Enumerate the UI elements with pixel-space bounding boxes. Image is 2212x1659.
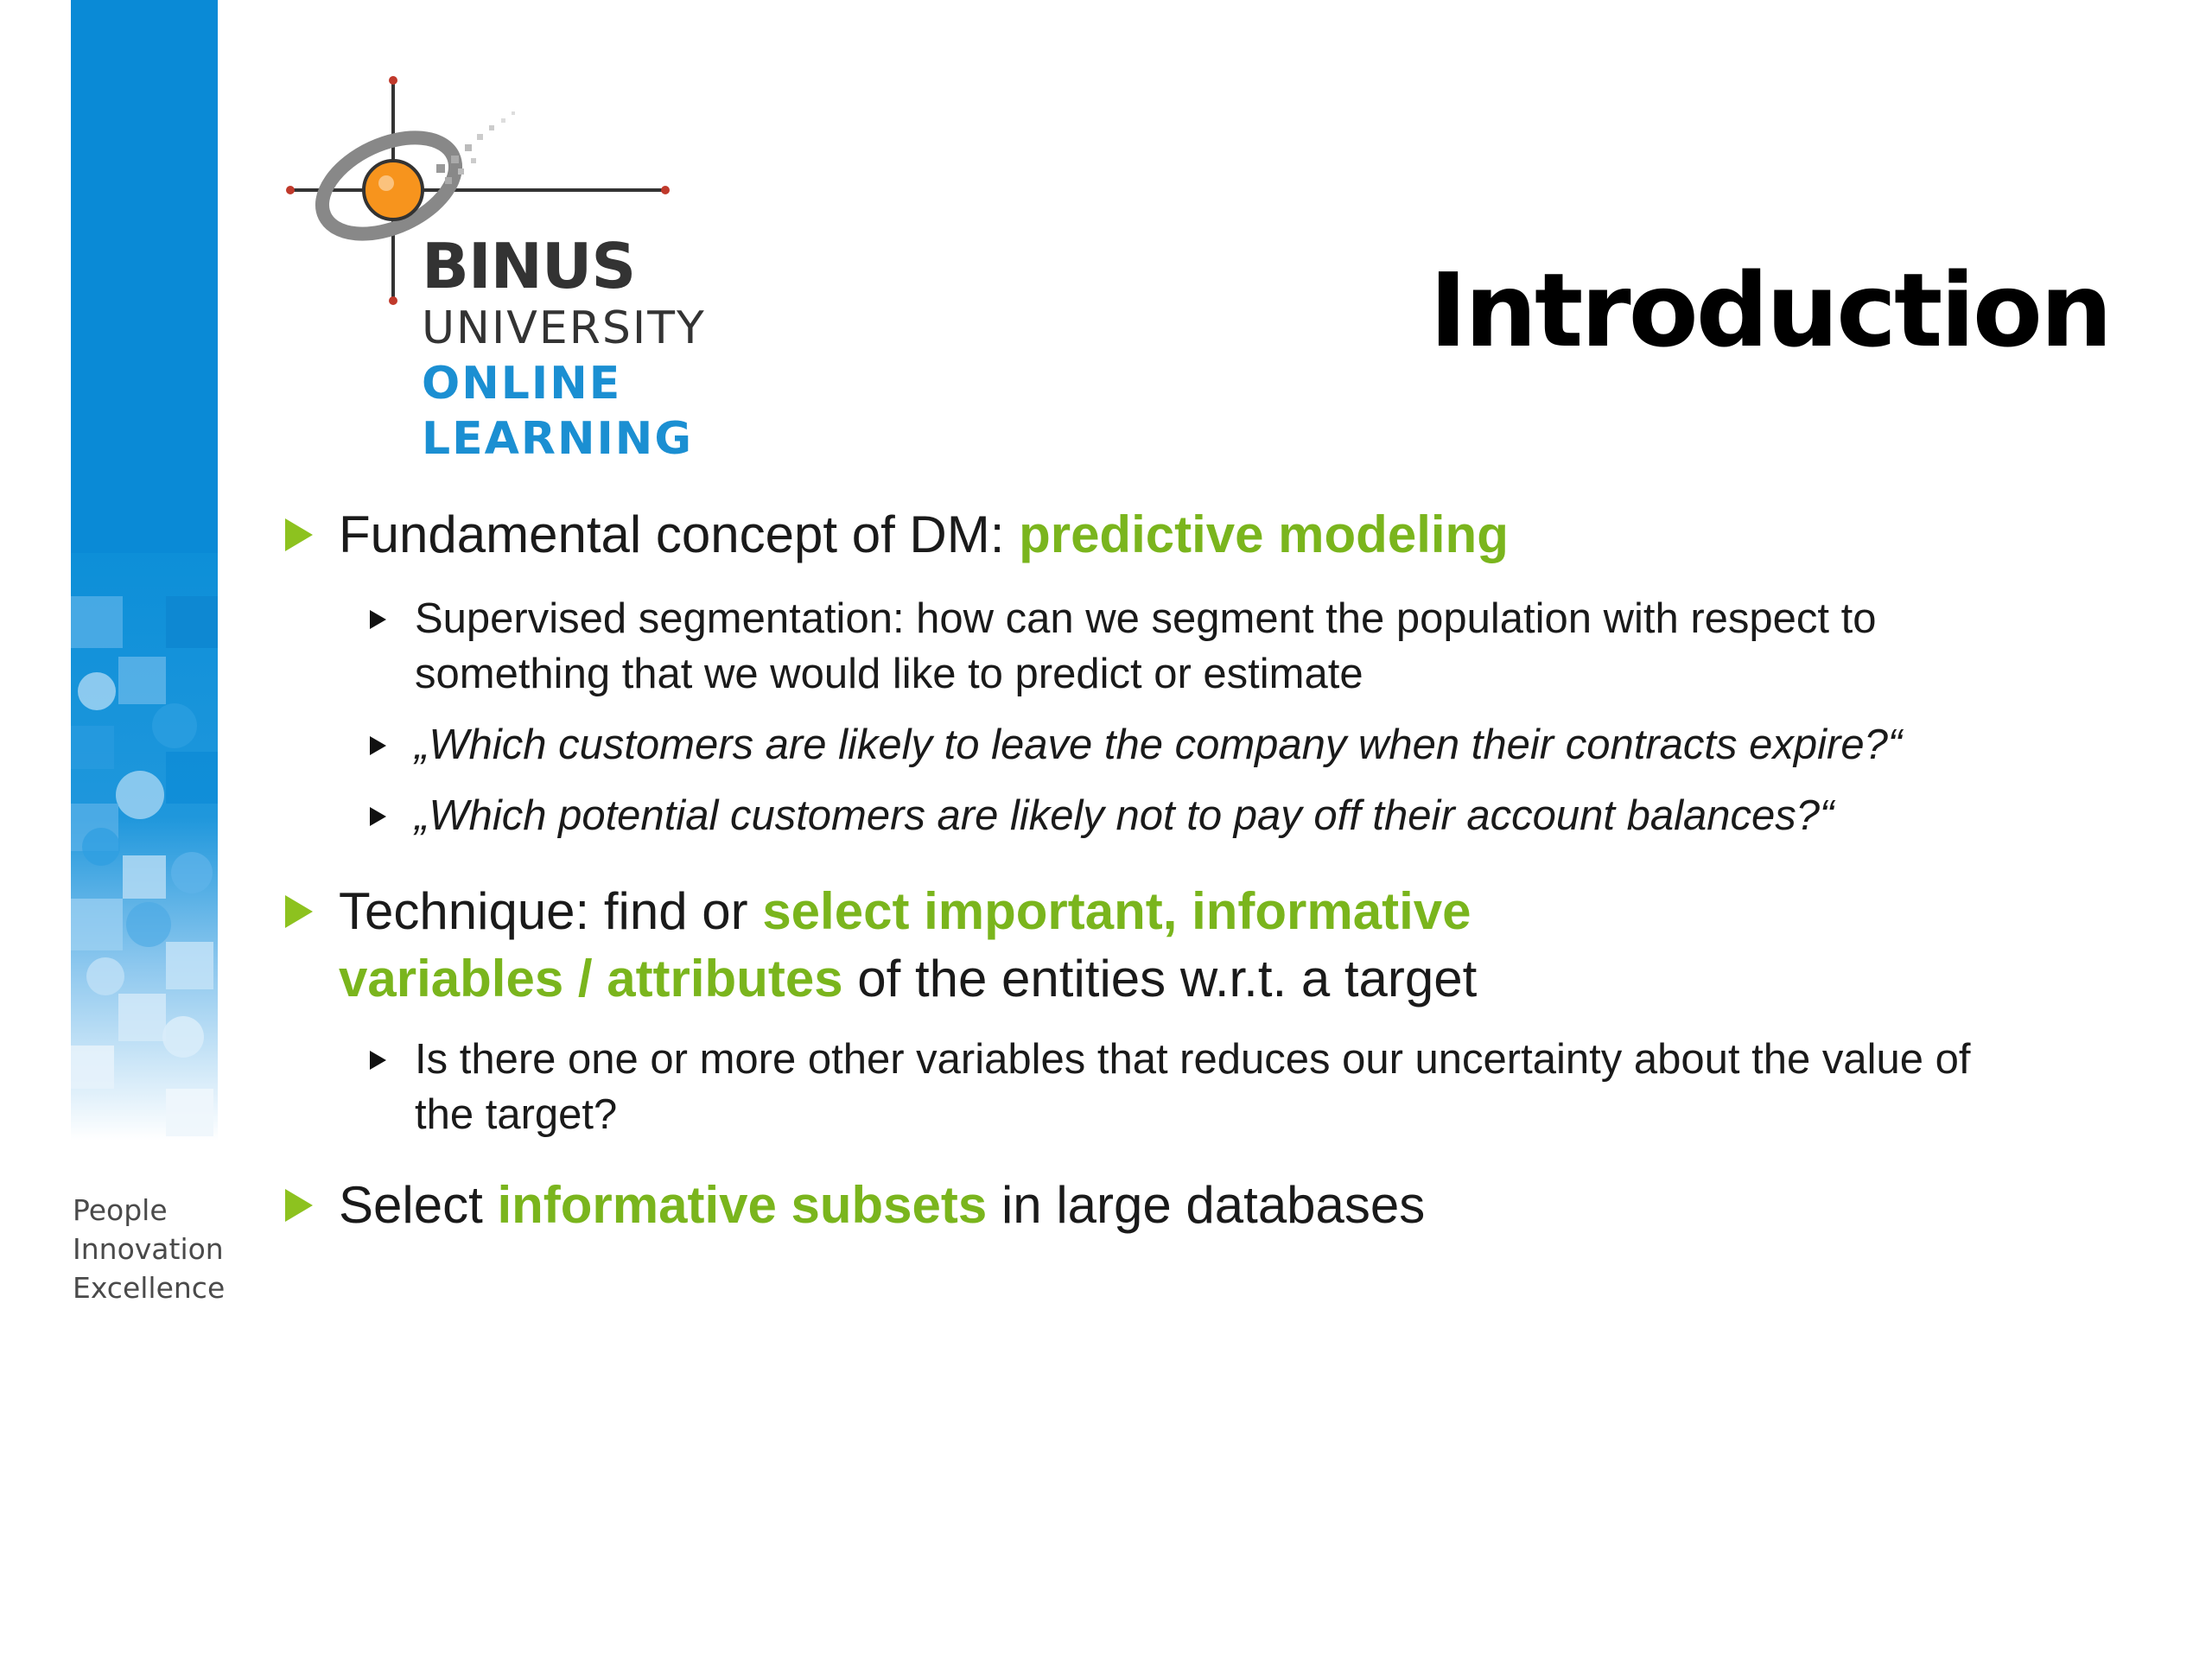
- bullet-text: Fundamental concept of DM:: [339, 505, 1020, 563]
- bullet-level2: [415, 717, 1979, 772]
- bullet-text: Technique: find or: [339, 882, 763, 940]
- black-triangle-bullet-icon: [370, 807, 386, 826]
- green-triangle-bullet-icon: [285, 1189, 313, 1222]
- black-triangle-bullet-icon: [370, 1051, 386, 1070]
- bullet-highlight: informative subsets: [497, 1176, 988, 1234]
- tagline: [73, 1191, 225, 1307]
- tagline-line: Innovation: [73, 1232, 224, 1266]
- bullet-level2: [415, 788, 1979, 843]
- bullet-level1: [285, 1172, 1979, 1239]
- logo-line-binus: BINUS: [422, 230, 636, 302]
- sub-bullet-text: „Which customers are likely to leave the company when their contracts expire?“: [415, 721, 1903, 768]
- bullet-text: in large databases: [987, 1176, 1426, 1234]
- bullet-highlight: predictive modeling: [1019, 505, 1509, 563]
- bullet-text: Select: [339, 1176, 498, 1234]
- bullet-level1: [285, 878, 1687, 1013]
- logo-line-university: UNIVERSITY: [422, 302, 706, 354]
- logo-line-learning: LEARNING: [422, 413, 694, 465]
- logo-wordmark: [422, 232, 706, 467]
- slide-title: Introduction: [1429, 251, 2110, 370]
- bullet-level2: [415, 591, 1979, 702]
- tagline-line: Excellence: [73, 1271, 226, 1305]
- tagline-line: People: [73, 1193, 168, 1227]
- black-triangle-bullet-icon: [370, 736, 386, 755]
- black-triangle-bullet-icon: [370, 610, 386, 629]
- green-triangle-bullet-icon: [285, 518, 313, 551]
- bullet-highlight: select important, informative variables / attributes: [339, 882, 1471, 1007]
- sub-bullet-text: Supervised segmentation: how can we segment the population with respect to something that we would like to predict or estimate: [415, 595, 1877, 697]
- bullet-text: of the entities w.r.t. a target: [842, 950, 1478, 1007]
- sub-bullet-text: „Which potential customers are likely not to pay off their account balances?“: [415, 792, 1834, 839]
- sub-bullet-text: Is there one or more other variables that reduces our uncertainty about the value of the target?: [415, 1036, 1971, 1138]
- logo-line-online: ONLINE: [422, 358, 622, 410]
- green-triangle-bullet-icon: [285, 895, 313, 928]
- bullet-level1: [285, 501, 1979, 569]
- slide-content: [285, 501, 1979, 1239]
- sidebar-decoration: [71, 0, 218, 1141]
- bullet-level2: [415, 1032, 1979, 1142]
